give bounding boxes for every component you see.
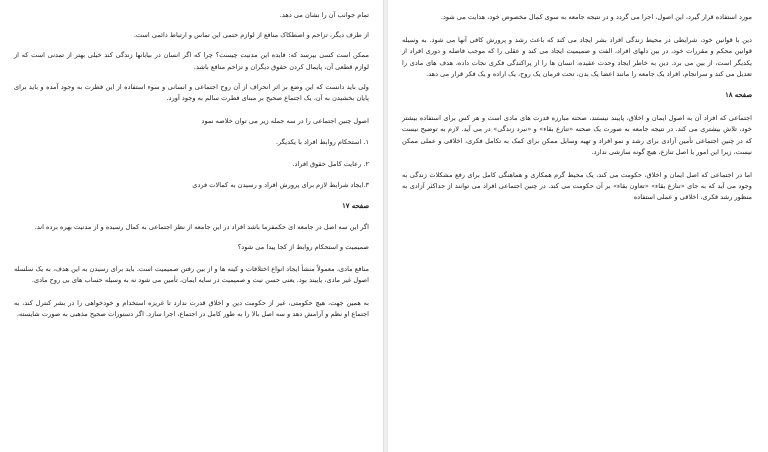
list-item: ۱. استحکام روابط افراد با یکدیگر. xyxy=(275,138,369,147)
paragraph: مورد استفاده قرار گیرد، این اصول، اجرا می گردد و در نتیجه جامعه به سوی کمال مخصوص خود، هدایت می شود. xyxy=(440,13,752,21)
list-item: ۲. رعایت کامل حقوق افراد. xyxy=(292,159,369,168)
paragraph: از طرف دیگر، تزاحم و اصطکاک منافع از لوازم حتمی این تماس و ارتباط دائمی است. xyxy=(133,31,369,40)
right-page xyxy=(388,0,768,452)
paragraph: اصول چنین اجتماعی را در سه جمله زیر می توان خلاصه نمود xyxy=(201,117,369,126)
paragraph: ممکن است کسی بپرسد که: فایده این مدنیت چیست؟ چرا که اگر انسان در بیابانها زندگی کند خیلی بهتر از تمدنی است که از لوازم قطعی آن، پایمال کردن حقوق دیگران و تزاحم منافع باشد. xyxy=(14,51,369,71)
paragraph: اجتماعی که افراد آن به اصول ایمان و اخلاق، پایبند نیستند، صحنه مبارزه قدرت های مادی است و هر کس برای استفاده بیشتر خود، تلاش بیشتری می کند. در نتیجه جامعه به صورت یک صحنه «تنازع بقاء» و «نبرد زندگی» در می آید. لازم به توضیح نیست که در چنین اجتماعی تأمین آزادی برای رشد و نمو افراد و تهیه وسایل ممکن برای کمک به تکامل فکری، اخلاقی و عملی ممکن نیست، زیرا این امور با اصل تنازع، هیچ گونه سازشی ندارد. xyxy=(402,114,752,156)
paragraph: منافع مادی، معمولاً منشأ ایجاد انواع اختلافات و کینه ها و از بین رفتن صمیمیت است. باید برای رسیدن به این هدف، به یک سلسله اصول غیر مادی، پایبند بود. یعنی حسن نیت و صمیمیت در سایه ایمان، تأمین می شود نه به وسیله حساب های بی روح مادی. xyxy=(14,264,369,284)
paragraph: اما در اجتماعی که اصل ایمان و اخلاق، حکومت می کند، یک محیط گرم همکاری و هماهنگی کامل برای رفع مشکلات زندگی به وجود می آید که به جای «تنازع بقاء» «تعاون بقاء» بر آن حکومت می کند. در چنین اجتماعی افراد می توانند از حداکثر آزادی به منظور رشد فکری، اخلاقی و عملی استفاده xyxy=(402,171,752,202)
paragraph: دین با قوانین خود، شرایطی در محیط زندگی افراد بشر ایجاد می کند که باعث رشد و پرورش کافی آنها می شود. به وسیله قوانین محکم و مقررات خود، در بین دلهای افراد، الفت و صمیمیت ایجاد می کند و عقلی را که موجب فاصله و دوری افراد از یکدیگر است، از بین می برد. دین به خاطر ایجاد وحدت عقیده، انسان ها را از پراکندگی فکری نجات داده، هدف های مادی را تعدیل می کند و سرانجام، افراد یک جامعه را مانند اعضا یک بدن، تحت فرمان یک روح، یک اراده و یک فکر قرار می دهد. xyxy=(402,36,752,78)
list-item: ۳.ایجاد شرایط لازم برای پرورش افراد و رسیدن به کمالات فردی xyxy=(192,180,369,189)
section-question: صمیمیت و استحکام روابط از کجا پیدا می شود؟ xyxy=(237,243,369,252)
paragraph: اگر این سه اصل در جامعه ای حکمفرما باشد افراد در این جامعه از نظر اجتماعی به کمال رسیده و از مدنیت بهره برده اند. xyxy=(34,223,369,232)
left-page xyxy=(0,0,383,452)
paragraph: ولی باید دانست که این وضع بر اثر انحراف از آن روح اجتماعی و انسانی و سوء استفاده از این فطرت به وجود آمده و باید برای پایان بخشیدن به آن، یک اجتماع صحیح بر مبنای فطرت سالم به وجود آورد. xyxy=(14,82,369,103)
paragraph: به همین جهت، هیچ حکومتی، غیر از حکومت دین و اخلاق قدرت ندارد تا غریزه استخدام و خودخواهی را در بشر کنترل کند، به اجتماع او نظم و آرامش دهد و سه اصل بالا را به طور کامل در اجتماع، اجرا سازد. اگر دستورات صحیح مذهبی به صورت شایسته، xyxy=(14,299,369,319)
page-number-heading: صفحه ۱۷ xyxy=(342,202,369,211)
page-number-heading: صفحه ۱۸ xyxy=(725,91,752,100)
paragraph: تمام جوانب آن را نشان می دهد. xyxy=(279,11,369,19)
